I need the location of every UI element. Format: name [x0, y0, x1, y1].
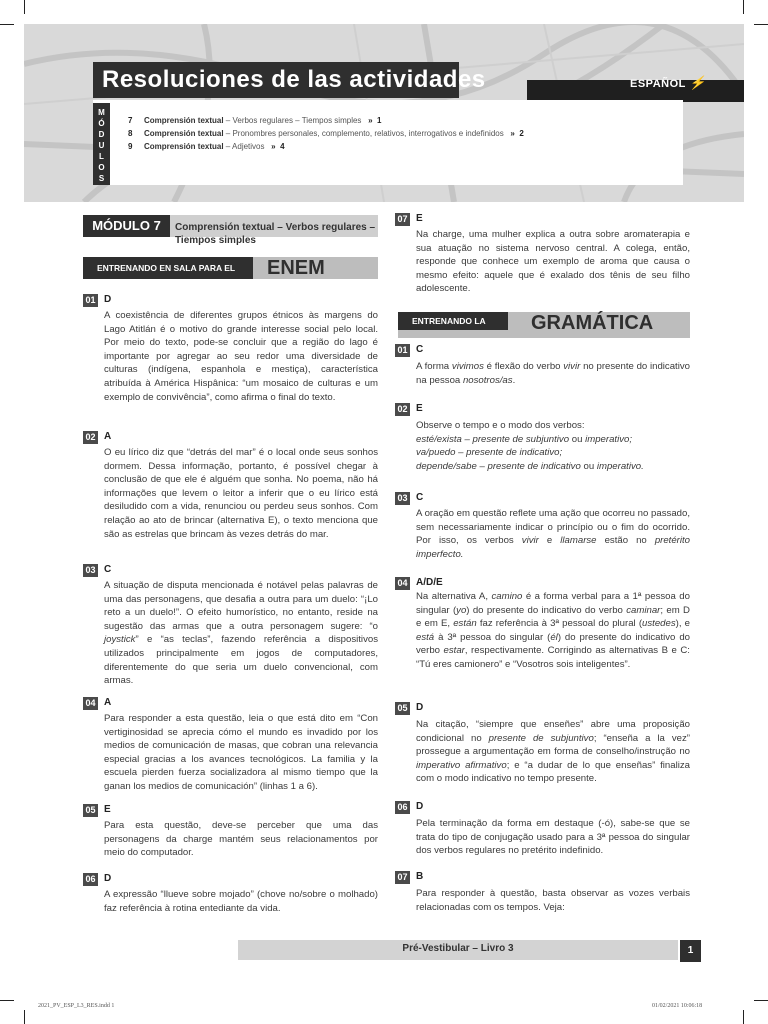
module-entry: 8 Comprensión textual – Pronombres personales, complemento, relativos, interrogativos e indefinidos » 2: [128, 129, 524, 138]
question-number: 06: [395, 801, 410, 814]
question-number: 01: [395, 344, 410, 357]
question-number: 04: [395, 577, 410, 590]
modulos-letter: D: [98, 130, 105, 139]
modulos-letter: U: [98, 141, 105, 150]
answer-letter: E: [416, 213, 423, 224]
crop-mark: [743, 1010, 744, 1024]
crop-mark: [743, 0, 744, 14]
modulos-letter: M: [98, 108, 105, 117]
answer-explanation: A expressão “llueve sobre mojado” (chove no/sobre o molhado) faz referência à rotina entediante da vida.: [104, 889, 378, 914]
answer-explanation: Na alternativa A, camino é a forma verbal para a 1ª pessoa do singular (yo) do presente do indicativo do verbo caminar; em D e em E, están faz referência à 3ª pessoal do plural (ustedes), e está à 3ª pessoa do singular (él) do presente do indicativo do verbo estar, respectivamente. Corrigindo as alternativas B e C: “Tú eres camionero” e “Vosotros sois inteligentes”.: [416, 591, 690, 670]
answer-letter: C: [104, 564, 112, 575]
module-entry: 9 Comprensión textual – Adjetivos » 4: [128, 142, 285, 151]
answer-letter: D: [416, 702, 424, 713]
question-number: 07: [395, 871, 410, 884]
answer-letter: E: [416, 403, 423, 414]
crop-mark: [754, 1000, 768, 1001]
gramatica-band-label: ENTRENANDO LA: [398, 312, 508, 330]
question-number: 01: [83, 294, 98, 307]
answer-explanation: O eu lírico diz que “detrás del mar” é o local onde seus sonhos dormem. Dessa informação, portanto, é possível chegar à conclusão de que ele é alguém que sonha. No poema, não há informações que levem o leitor a inferir que o eu lírico está desiludido com a vida, renunciou ou perdeu seus sonhos. Com relação ao ato de brincar (alternativa E), o texto menciona que são as estrelas que brincam às vezes detrás do mar.: [104, 447, 378, 540]
answer-letter: D: [104, 294, 112, 305]
module-subtitle: Comprensión textual – Verbos regulares – Tiempos simples: [175, 222, 376, 246]
modulos-letter: L: [99, 152, 104, 161]
crop-mark: [0, 24, 14, 25]
answer-letter: C: [416, 492, 424, 503]
question-number: 02: [395, 403, 410, 416]
module-heading: MÓDULO 7: [83, 215, 170, 237]
subject-label: ESPAÑOL ⚡: [630, 75, 706, 90]
answer-explanation: Para responder a esta questão, leia o que está dito em “Con vertiginosidad se aprecia cómo el mundo es invadido por los medios de comunicación de masas, que cobran una relevancia especial gracias a los avances tecnológicos. La familia y la escuela pierden fuerza socializadora al mismo tiempo que la ganan los medios de comunicación” (linhas 1 a 6).: [104, 713, 378, 792]
slug-filename: 2021_PV_ESP_L3_RES.indd 1: [38, 1003, 115, 1009]
question-number: 02: [83, 431, 98, 444]
footer-title: Pré-Vestibular – Livro 3: [402, 943, 514, 954]
answer-explanation: A situação de disputa mencionada é notável pelas palavras de uma das personagens, que desafia a outra para um duelo: “¡Lo reto a un duelo!”. O efeito humorístico, no entanto, reside na sugestão das armas que a outra personagem sugere: “o joystick” e “as teclas”, fazendo referência a dispositivos utilizados principalmente em jogos de computadores, diferentemente do que seria um duelo convencional, com armas.: [104, 580, 378, 687]
answer-explanation: Pela terminação da forma em destaque (-ó), sabe-se que se trata do tipo de conjugação usado para a 3ª pessoa do singular dos verbos regulares no pretérito indefinido.: [416, 818, 690, 857]
answer-explanation: A forma vivimos é flexão do verbo vivir no presente do indicativo na pessoa nosotros/as.: [416, 361, 690, 386]
crop-mark: [24, 0, 25, 14]
page-title: Resoluciones de las actividades: [102, 66, 486, 93]
crop-mark: [24, 1010, 25, 1024]
module-entry: 7 Comprensión textual – Verbos regulares – Tiempos simples » 1: [128, 116, 382, 125]
answer-letter: A: [104, 697, 112, 708]
answer-letter: C: [416, 344, 424, 355]
answer-letter: D: [104, 873, 112, 884]
answer-letter: A: [104, 431, 112, 442]
crop-mark: [0, 1000, 14, 1001]
gramatica-band-title: GRAMÁTICA: [531, 312, 654, 334]
answer-explanation: A oração em questão reflete uma ação que ocorreu no passado, sem necessariamente indicar o princípio ou o fim do ocorrido. Por isso, os verbos vivir e llamarse estão no pretérito imperfecto.: [416, 508, 691, 560]
answer-letter: D: [416, 801, 424, 812]
modulos-vertical-label: [93, 103, 110, 185]
answer-explanation: Na charge, uma mulher explica a outra sobre aromaterapia e sua atuação no sistema nervoso central. A colega, então, responde que conhece um exemplo de aroma que causa o mesmo efeito: aquele que é exalado dos tênis de seu filho adolescente.: [416, 229, 690, 295]
modulos-letter: S: [98, 174, 105, 183]
answer-letter: B: [416, 871, 424, 882]
question-number: 05: [83, 804, 98, 817]
modulos-letter: Ó: [98, 119, 105, 128]
slug-timestamp: 01/02/2021 10:06:18: [652, 1003, 703, 1009]
answer-explanation: A coexistência de diferentes grupos étnicos às margens do Lago Atitlán é o motivo do grande interesse social pelo local. Por meio do texto, pode-se concluir que a região do lago é importante por agregar ao seu redor uma diversidade de culturas (indígena, espanhola e mestiça), característica atribuída à América Hispânica: “um mosaico de culturas e um exemplo de convivência”, como afirma o final do texto.: [104, 310, 378, 403]
answer-letter: E: [104, 804, 111, 815]
enem-band-label: ENTRENANDO EN SALA PARA EL: [83, 257, 253, 279]
question-number: 07: [395, 213, 410, 226]
page-number: 1: [680, 940, 701, 962]
question-number: 04: [83, 697, 98, 710]
enem-band-title: ENEM: [267, 257, 325, 279]
answer-explanation: Observe o tempo e o modo dos verbos: esté/exista – presente de subjuntivo ou imperativo; va/puedo – presente de indicativo; depende/sabe – presente de indicativo ou imperativo.: [416, 420, 644, 472]
crop-mark: [754, 24, 768, 25]
answer-explanation: Para responder à questão, basta observar as vozes verbais relacionadas com os tempos. Veja:: [416, 888, 690, 913]
answer-letter: A/D/E: [416, 577, 443, 588]
question-number: 03: [83, 564, 98, 577]
answer-explanation: Para esta questão, deve-se perceber que uma das personagens da charge mantém seus relacionamentos por meio do computador.: [104, 820, 378, 859]
modulos-letter: O: [98, 163, 105, 172]
question-number: 03: [395, 492, 410, 505]
question-number: 06: [83, 873, 98, 886]
question-number: 05: [395, 702, 410, 715]
answer-explanation: Na citação, “siempre que enseñes” abre uma proposição condicional no presente de subjuntivo; “enseña a la vez” prossegue a argumentação em forma de conselho/instrução no imperativo afirmativo; e “a dudar de lo que enseñas” finaliza com o modo indicativo no tempo presente.: [416, 719, 690, 785]
